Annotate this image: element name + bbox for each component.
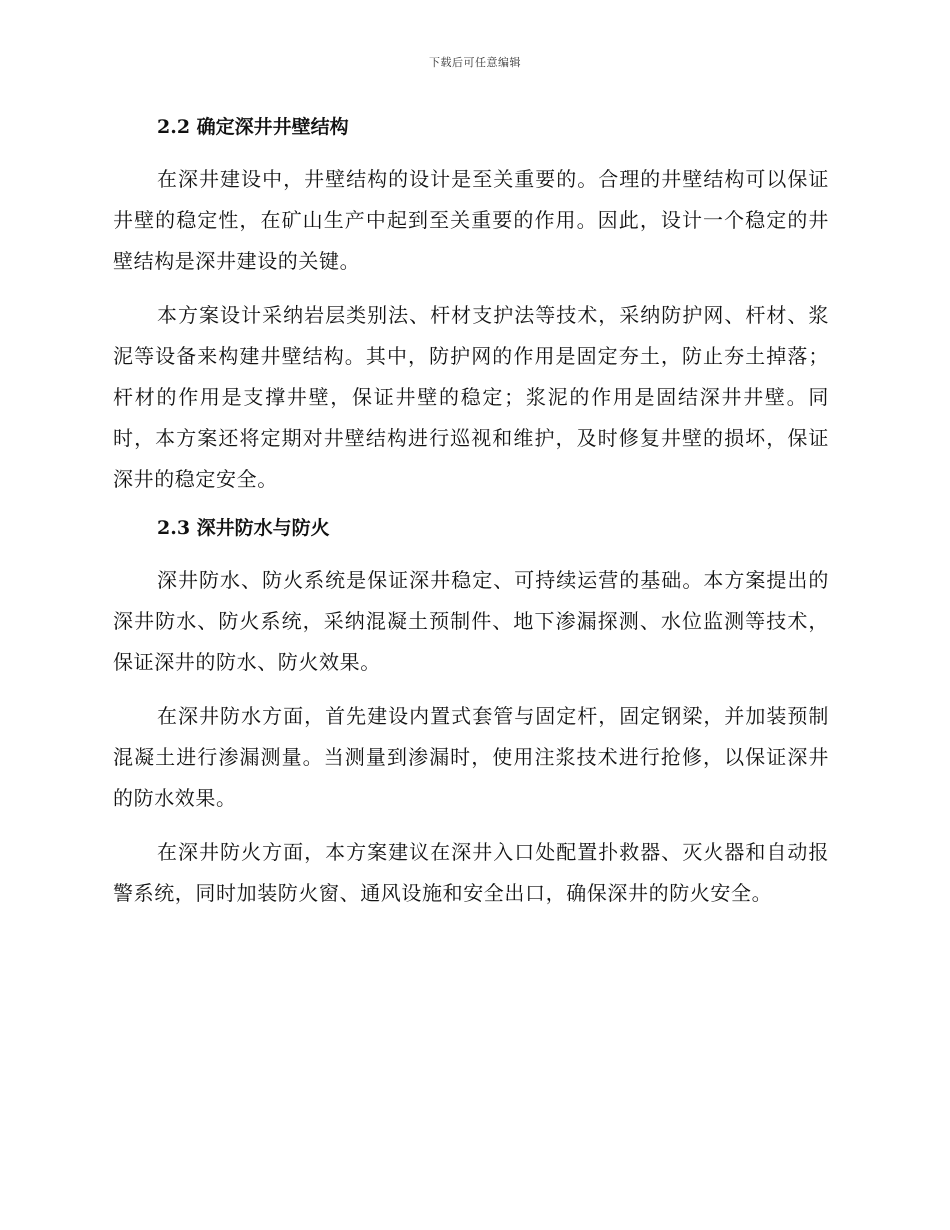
section-2-2 [113,112,829,500]
paragraph: 深井防水、防火系统是保证深井稳定、可持续运营的基础。本方案提出的深井防水、防火系统，采纳混凝土预制件、地下渗漏探测、水位监测等技术，保证深井的防水、防火效果。 [113,568,829,674]
header-note: 下载后可任意编辑 [429,56,521,69]
document-body [113,112,829,927]
paragraph: 在深井建设中，井壁结构的设计是至关重要的。合理的井壁结构可以保证井壁的稳定性，在矿山生产中起到至关重要的作用。因此，设计一个稳定的井壁结构是深井建设的关键。 [113,167,829,273]
paragraph: 在深井防火方面，本方案建议在深井入口处配置扑救器、灭火器和自动报警系统，同时加装防火窗、通风设施和安全出口，确保深井的防火安全。 [113,840,829,905]
section-heading: 2.3 深井防水与防火 [157,517,330,539]
paragraph: 在深井防水方面，首先建设内置式套管与固定杆，固定钢梁，并加装预制混凝土进行渗漏测量。当测量到渗漏时，使用注浆技术进行抢修，以保证深井的防水效果。 [113,704,829,810]
section-2-3 [113,513,829,914]
paragraph: 本方案设计采纳岩层类别法、杆材支护法等技术，采纳防护网、杆材、浆泥等设备来构建井壁结构。其中，防护网的作用是固定夯土，防止夯土掉落；杆材的作用是支撑井壁，保证井壁的稳定；浆泥的作用是固结深井井壁。同时，本方案还将定期对井壁结构进行巡视和维护，及时修复井壁的损坏，保证深井的稳定安全。 [113,303,829,491]
section-heading: 2.2 确定深井井壁结构 [157,116,349,138]
